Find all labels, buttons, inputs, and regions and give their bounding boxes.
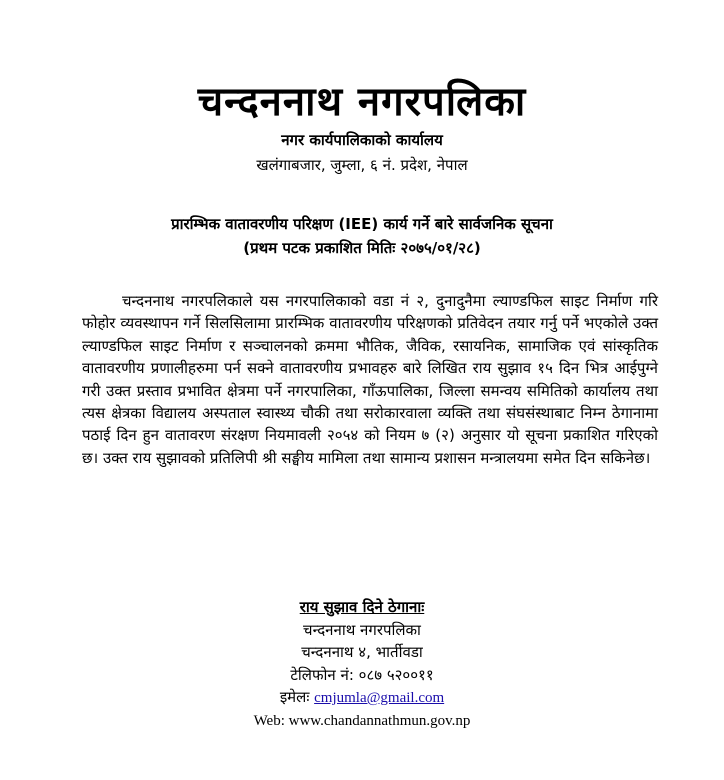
contact-email-row	[0, 686, 724, 710]
org-name: चन्दननाथ नगरपलिका	[197, 79, 527, 125]
office-name: नगर कार्यपालिकाको कार्यालय	[281, 131, 443, 149]
contact-web: Web: www.chandannathmun.gov.np	[253, 712, 471, 729]
contact-email-link[interactable]: cmjumla@gmail.com	[314, 690, 445, 706]
notice-date: (प्रथम पटक प्रकाशित मितिः २०७५/०१/२८)	[243, 239, 481, 257]
office-address: खलंगाबजार, जुम्ला, ६ नं. प्रदेश, नेपाल	[256, 156, 468, 174]
contact-location: चन्दननाथ ४, भार्तीवडा	[301, 643, 423, 661]
notice-body: चन्दननाथ नगरपलिकाले यस नगरपालिकाको वडा नं २, दुनादुनैमा ल्याण्डफिल साइट निर्माण गरि फोहोर व्यवस्थापन गर्ने सिलसिलामा प्रारम्भिक वातावरणीय परिक्षणको प्रतिवेदन तयार गर्नु पर्ने भएकोले उक्त ल्याण्डफिल साइट निर्माण र सञ्चालनको क्रममा भौतिक, जैविक, रसायनिक, सामाजिक एवं सांस्कृतिक वातावरणीय प्रणालीहरुमा पर्न सक्ने वातावरणीय प्रभावहरु बारे लिखित राय सुझाव १५ दिन भित्र आईपुग्ने गरी उक्त प्रस्ताव प्रभावित क्षेत्रमा पर्ने नगरपालिका, गाँऊपालिका, जिल्ला समन्वय समितिको कार्यालय तथा त्यस क्षेत्रका विद्यालय अस्पताल स्वास्थ्य चौकी तथा सरोकारवाला व्यक्ति तथा संघसंस्थाबाट निम्न ठेगानामा पठाई दिन हुन वातावरण संरक्षण नियमावली २०५४ को नियम ७ (२) अनुसार यो सूचना प्रकाशित गरिएको छ। उक्त राय सुझावको प्रतिलिपी श्री सङ्घीय मामिला तथा सामान्य प्रशासन मन्त्रालयमा समेत दिन सकिनेछ।	[82, 292, 658, 467]
contact-heading: राय सुझाव दिने ठेगानाः	[299, 598, 425, 616]
notice-title: प्रारम्भिक वातावरणीय परिक्षण (IEE) कार्य गर्ने बारे सार्वजनिक सूचना	[171, 215, 553, 233]
contact-phone: टेलिफोन नं: ०८७ ५२००११	[290, 665, 434, 684]
contact-block	[0, 596, 724, 732]
contact-org-name: चन्दननाथ नगरपलिका	[303, 620, 421, 639]
contact-email-label: इमेलः	[279, 688, 315, 706]
